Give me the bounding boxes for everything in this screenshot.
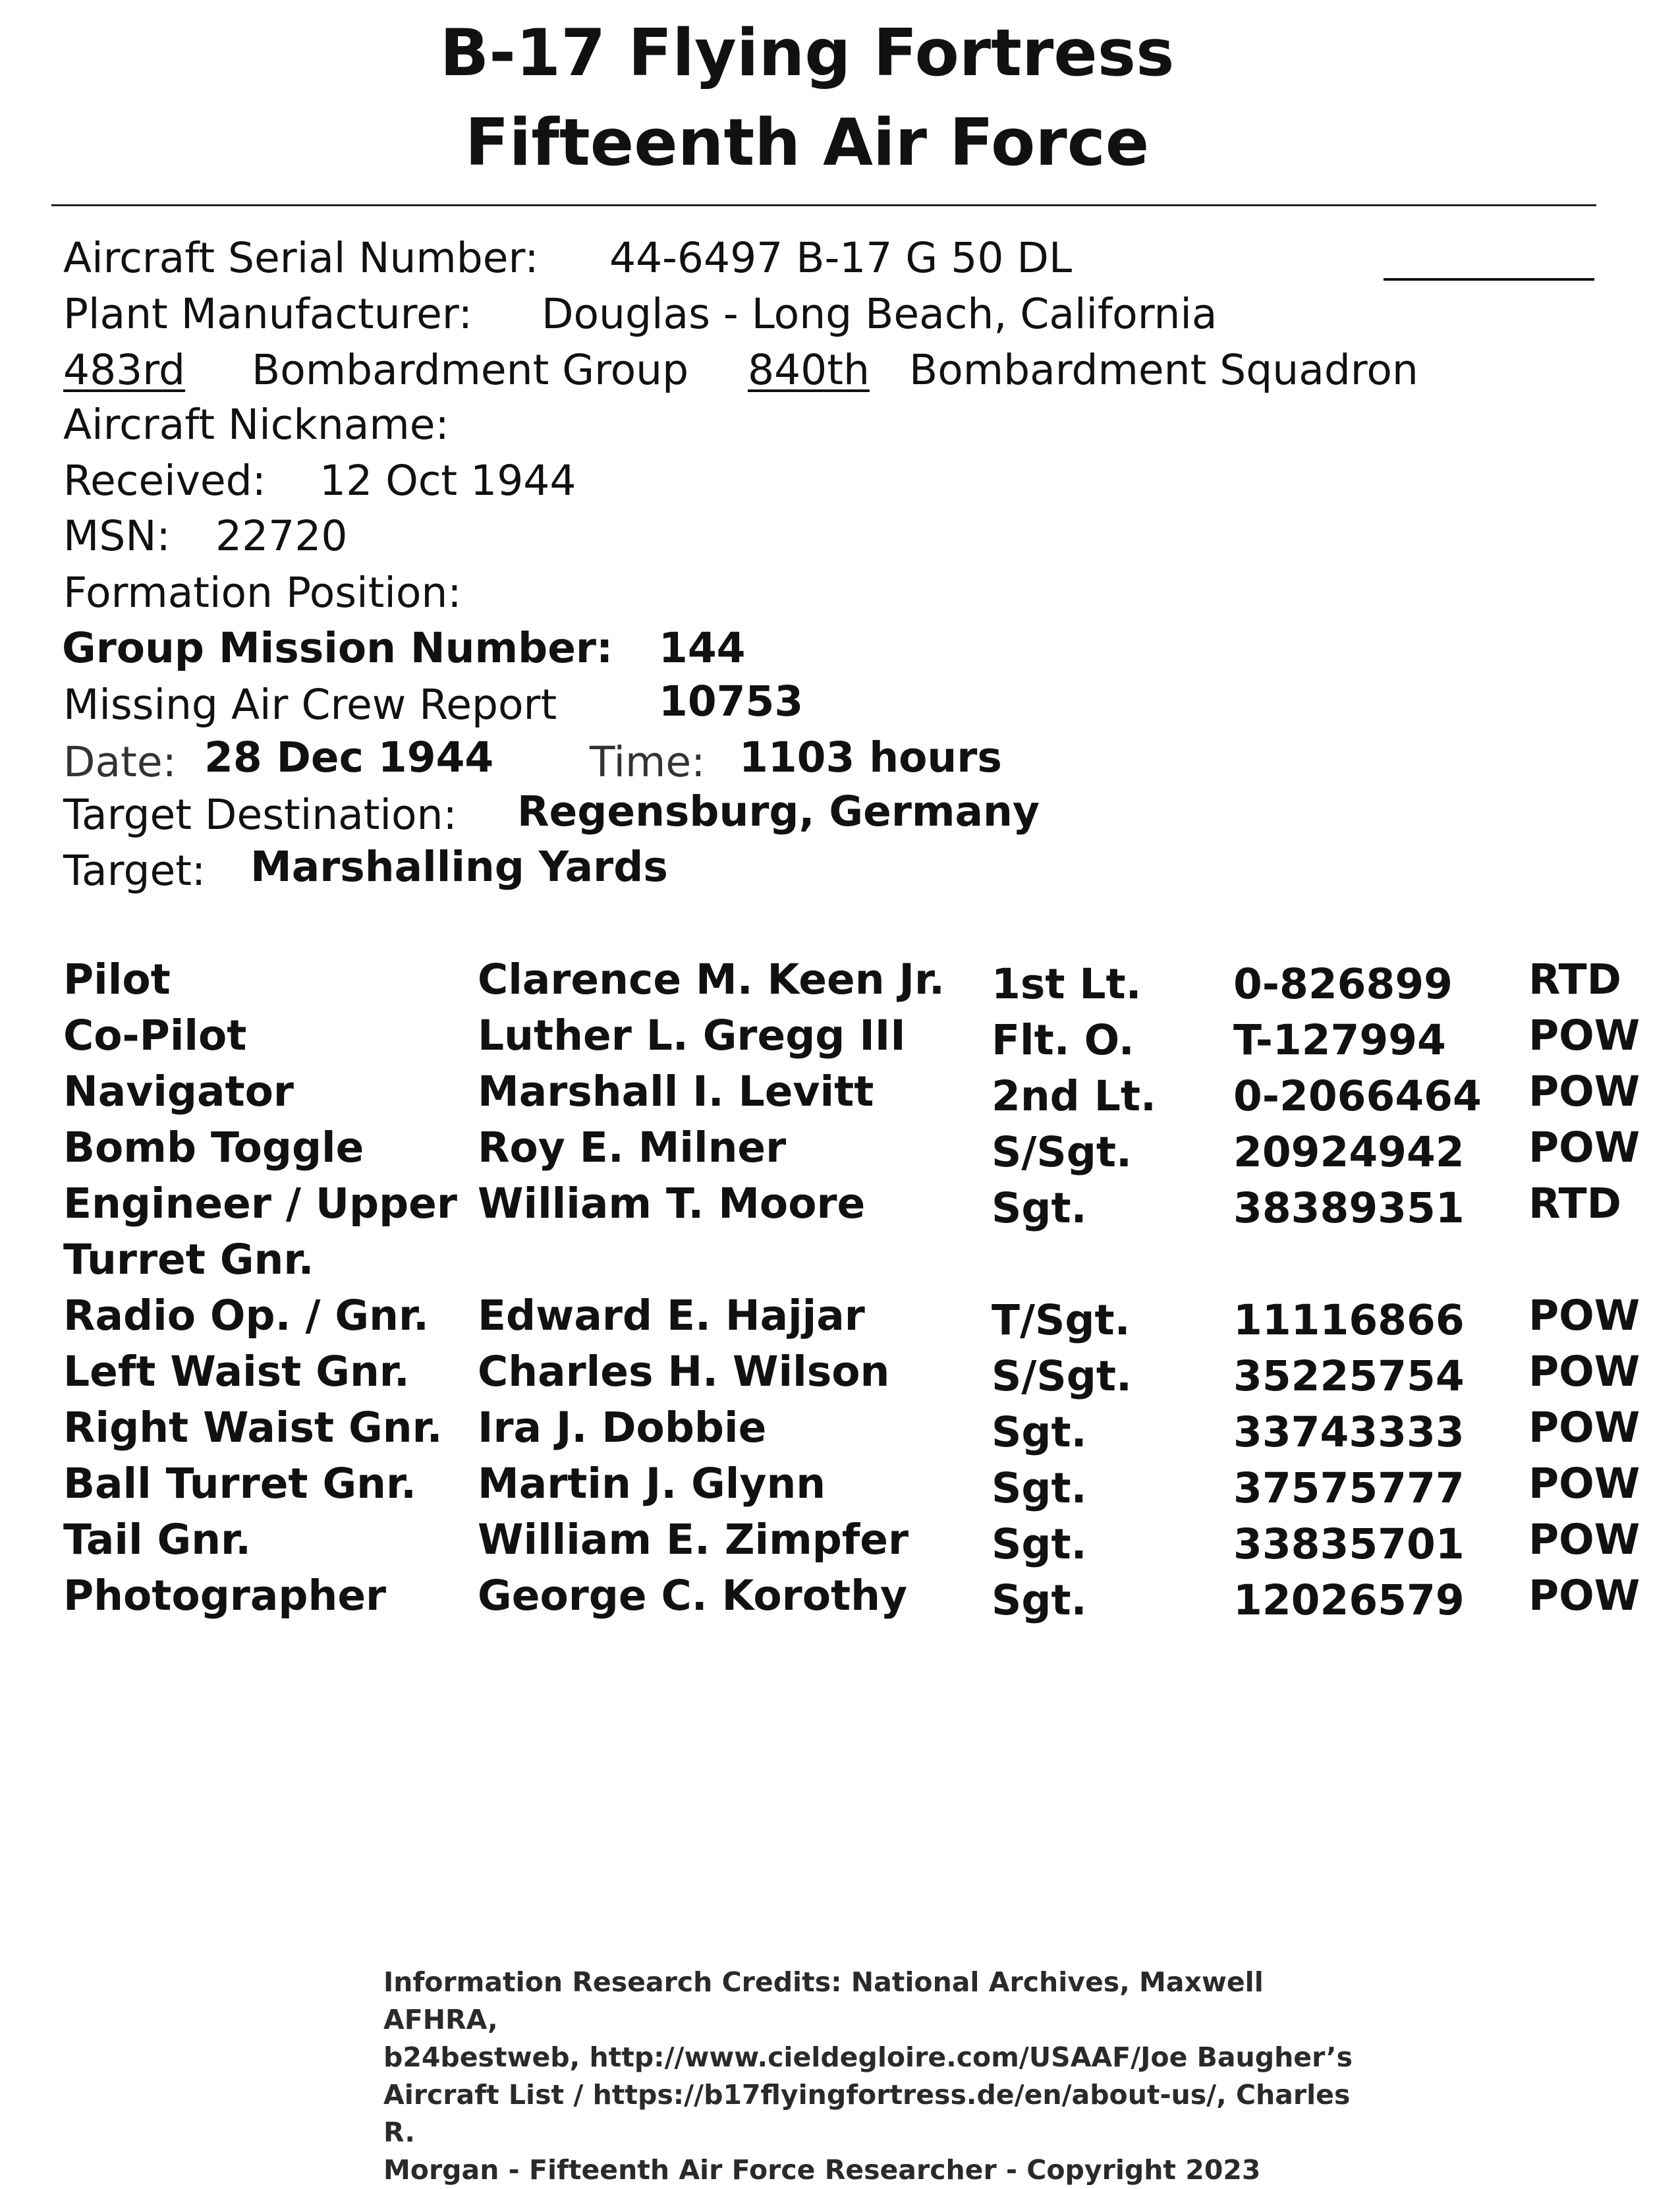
crew-position: Bomb Toggle xyxy=(63,1123,364,1172)
crew-name: William T. Moore xyxy=(478,1180,866,1228)
macr-value: 10753 xyxy=(659,677,804,725)
group-number: 483rd xyxy=(63,346,186,394)
crew-position: Right Waist Gnr. xyxy=(63,1404,443,1452)
group-label: Bombardment Group xyxy=(252,346,689,394)
crew-serial: 12026579 xyxy=(1233,1576,1465,1624)
squadron-label: Bombardment Squadron xyxy=(909,346,1418,394)
crew-position: Pilot xyxy=(63,955,171,1004)
mission-label: Group Mission Number: xyxy=(62,624,613,672)
msn-value: 22720 xyxy=(215,512,348,560)
crew-name: William E. Zimpfer xyxy=(478,1516,909,1564)
crew-status: POW xyxy=(1528,1572,1640,1620)
crew-position: Tail Gnr. xyxy=(63,1516,252,1564)
received-value: 12 Oct 1944 xyxy=(320,457,576,505)
crew-position: Co-Pilot xyxy=(63,1011,247,1060)
crew-name: Ira J. Dobbie xyxy=(478,1404,767,1452)
crew-serial: 33835701 xyxy=(1233,1520,1465,1568)
crew-serial: 35225754 xyxy=(1233,1352,1465,1400)
crew-name: Charles H. Wilson xyxy=(478,1348,890,1396)
crew-rank: S/Sgt. xyxy=(992,1128,1132,1176)
crew-rank: 1st Lt. xyxy=(992,960,1142,1008)
serial-value: 44-6497 B-17 G 50 DL xyxy=(609,234,1073,282)
squadron-number: 840th xyxy=(748,346,870,394)
crew-rank: Flt. O. xyxy=(992,1016,1134,1064)
crew-status: POW xyxy=(1528,1460,1640,1508)
crew-status: POW xyxy=(1528,1404,1640,1452)
target-label: Target: xyxy=(63,847,206,895)
time-value: 1103 hours xyxy=(739,733,1002,782)
credits-line: Morgan - Fifteenth Air Force Researcher - Copyright 2023 xyxy=(383,2154,1261,2186)
header-divider xyxy=(51,204,1596,206)
serial-label: Aircraft Serial Number: xyxy=(63,234,539,282)
crew-serial: 33743333 xyxy=(1233,1408,1465,1456)
crew-status: POW xyxy=(1528,1011,1640,1060)
nickname-label: Aircraft Nickname: xyxy=(63,401,449,449)
crew-rank: T/Sgt. xyxy=(992,1296,1131,1344)
crew-position: Left Waist Gnr. xyxy=(63,1348,410,1396)
manufacturer-value: Douglas - Long Beach, California xyxy=(542,290,1218,338)
crew-name: Luther L. Gregg III xyxy=(478,1011,906,1060)
crew-serial: 11116866 xyxy=(1233,1296,1465,1344)
received-label: Received: xyxy=(63,457,266,505)
credits-line: b24bestweb, http://www.cieldegloire.com/USAAF/Joe Baugher’s xyxy=(383,2041,1353,2073)
page-subtitle: Fifteenth Air Force xyxy=(464,105,1150,181)
crew-status: RTD xyxy=(1528,955,1621,1004)
crew-rank: Sgt. xyxy=(992,1520,1087,1568)
crew-serial: 20924942 xyxy=(1233,1128,1465,1176)
crew-rank: Sgt. xyxy=(992,1576,1087,1624)
crew-serial: 38389351 xyxy=(1233,1184,1465,1232)
serial-blank-line xyxy=(1384,278,1594,281)
crew-serial: 0-826899 xyxy=(1233,960,1453,1008)
mission-value: 144 xyxy=(659,624,746,672)
page-title: B-17 Flying Fortress xyxy=(439,16,1175,91)
target-value: Marshalling Yards xyxy=(250,843,668,891)
research-credits xyxy=(383,1964,1372,2189)
crew-rank: Sgt. xyxy=(992,1408,1087,1456)
crew-position: Ball Turret Gnr. xyxy=(63,1460,417,1508)
crew-status: POW xyxy=(1528,1516,1640,1564)
crew-status: POW xyxy=(1528,1067,1640,1116)
destination-label: Target Destination: xyxy=(63,791,457,839)
crew-name: Marshall I. Levitt xyxy=(478,1067,874,1116)
crew-status: POW xyxy=(1528,1123,1640,1172)
crew-position: Radio Op. / Gnr. xyxy=(63,1292,429,1340)
crew-name: George C. Korothy xyxy=(478,1572,908,1620)
crew-name: Martin J. Glynn xyxy=(478,1460,826,1508)
formation-label: Formation Position: xyxy=(63,569,462,617)
crew-name: Roy E. Milner xyxy=(478,1123,787,1172)
crew-position: Photographer xyxy=(63,1572,387,1620)
crew-serial: 0-2066464 xyxy=(1233,1072,1482,1120)
manufacturer-label: Plant Manufacturer: xyxy=(63,290,472,338)
time-label: Time: xyxy=(590,738,706,786)
crew-serial: T-127994 xyxy=(1233,1016,1446,1064)
date-value: 28 Dec 1944 xyxy=(204,733,494,782)
crew-rank: Sgt. xyxy=(992,1184,1087,1232)
crew-status: POW xyxy=(1528,1348,1640,1396)
crew-status: POW xyxy=(1528,1292,1640,1340)
crew-name: Edward E. Hajjar xyxy=(478,1292,865,1340)
msn-label: MSN: xyxy=(63,512,171,560)
crew-rank: S/Sgt. xyxy=(992,1352,1132,1400)
crew-serial: 37575777 xyxy=(1233,1464,1465,1512)
destination-value: Regensburg, Germany xyxy=(517,787,1040,836)
crew-rank: Sgt. xyxy=(992,1464,1087,1512)
credits-line: Information Research Credits: National Archives, Maxwell AFHRA, xyxy=(383,1966,1264,2035)
credits-line: Aircraft List / https://b17flyingfortress.de/en/about-us/, Charles R. xyxy=(383,2079,1351,2148)
crew-status: RTD xyxy=(1528,1180,1621,1228)
crew-position: Navigator xyxy=(63,1067,294,1116)
crew-rank: 2nd Lt. xyxy=(992,1072,1156,1120)
crew-position: Engineer / Upper xyxy=(63,1180,457,1228)
crew-position-continued: Turret Gnr. xyxy=(63,1236,314,1284)
macr-label: Missing Air Crew Report xyxy=(63,681,557,729)
date-label: Date: xyxy=(63,738,177,786)
crew-name: Clarence M. Keen Jr. xyxy=(478,955,945,1004)
